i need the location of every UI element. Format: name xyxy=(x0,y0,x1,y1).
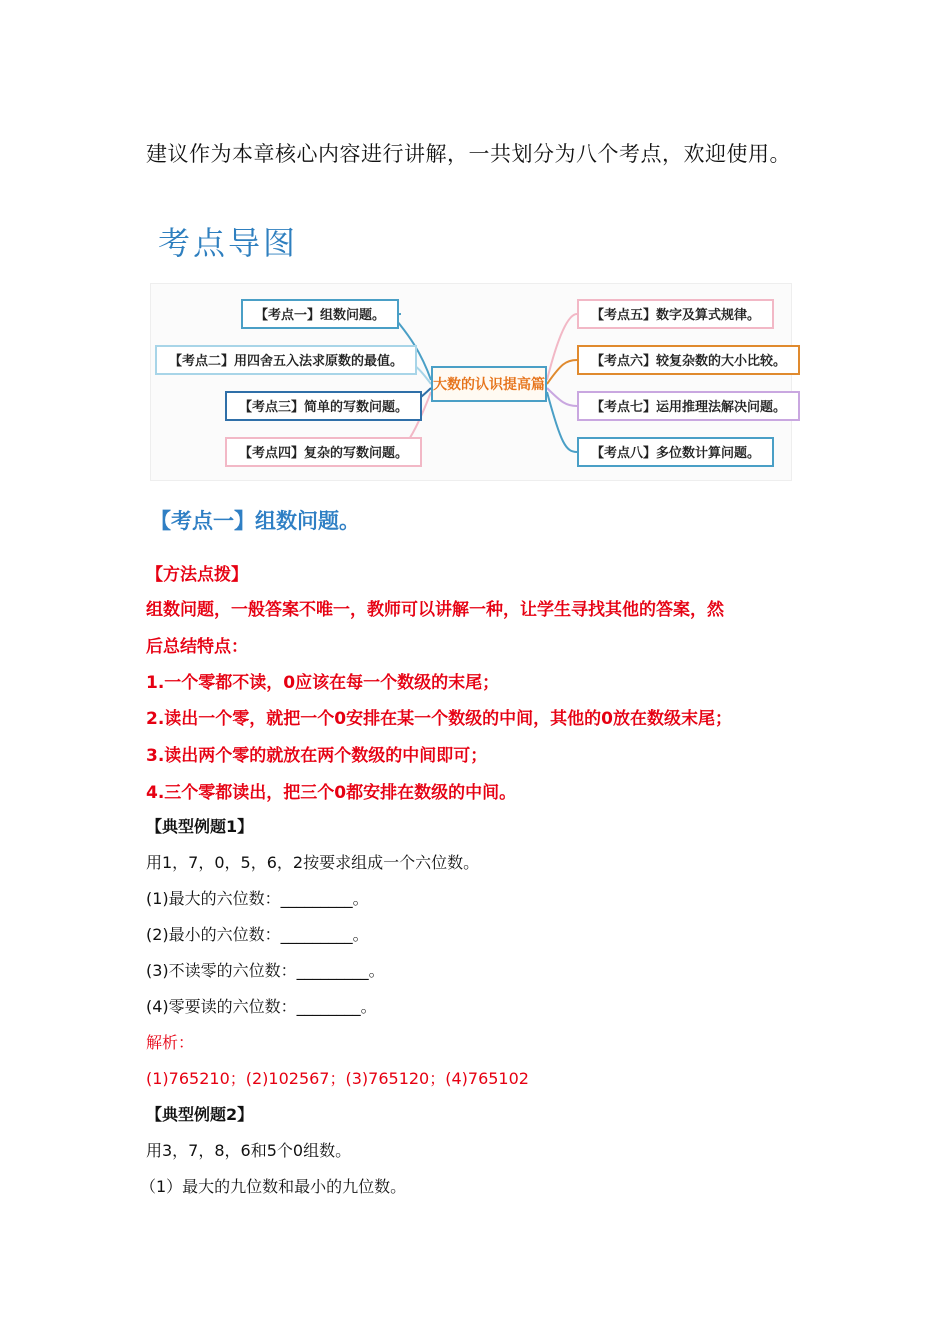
mind-map-node-7: 【考点七】运用推理法解决问题。 xyxy=(577,391,800,421)
mind-map-node-1: 【考点一】组数问题。 xyxy=(241,299,399,329)
mind-map xyxy=(150,283,792,481)
mind-map-node-4: 【考点四】复杂的写数问题。 xyxy=(225,437,422,467)
connector-7 xyxy=(547,388,577,406)
example1-answer: (1)765210；(2)102567；(3)765120；(4)765102 xyxy=(146,1069,529,1088)
example1-item-2: (2)最小的六位数：_________。 xyxy=(146,925,369,944)
example2-heading: 【典型例题2】 xyxy=(146,1105,254,1124)
example1-item-3: (3)不读零的六位数：_________。 xyxy=(146,961,385,980)
method-line-1: 组数问题，一般答案不唯一，教师可以讲解一种，让学生寻找其他的答案，然 xyxy=(146,600,724,620)
example1-analysis-label: 解析： xyxy=(146,1033,195,1052)
section-title: 【考点一】组数问题。 xyxy=(150,509,360,533)
method-heading: 【方法点拨】 xyxy=(146,565,248,585)
method-point-2: 2.读出一个零，就把一个0安排在某一个数级的中间，其他的0放在数级末尾； xyxy=(146,709,732,729)
mind-map-node-3: 【考点三】简单的写数问题。 xyxy=(225,391,422,421)
mind-map-node-2: 【考点二】用四舍五入法求原数的最值。 xyxy=(155,345,417,375)
example1-question: 用1，7，0，5，6，2按要求组成一个六位数。 xyxy=(146,853,480,872)
method-point-3: 3.读出两个零的就放在两个数级的中间即可； xyxy=(146,746,488,766)
mind-map-node-5: 【考点五】数字及算式规律。 xyxy=(577,299,774,329)
example2-item-1: （1）最大的九位数和最小的九位数。 xyxy=(140,1177,407,1196)
mind-map-center: 大数的认识提高篇 xyxy=(431,366,547,402)
example2-question: 用3，7，8，6和5个0组数。 xyxy=(146,1141,352,1160)
mind-map-node-6: 【考点六】较复杂数的大小比较。 xyxy=(577,345,800,375)
example1-item-4: (4)零要读的六位数：________。 xyxy=(146,997,377,1016)
example1-item-1: (1)最大的六位数：_________。 xyxy=(146,889,369,908)
connector-5 xyxy=(547,314,577,380)
mind-map-node-8: 【考点八】多位数计算问题。 xyxy=(577,437,774,467)
example1-heading: 【典型例题1】 xyxy=(146,817,254,836)
method-point-4: 4.三个零都读出，把三个0都安排在数级的中间。 xyxy=(146,783,517,803)
intro-text: 建议作为本章核心内容进行讲解，一共划分为八个考点，欢迎使用。 xyxy=(146,142,791,166)
method-line-2: 后总结特点： xyxy=(146,637,248,657)
map-title: 考点导图 xyxy=(158,224,299,262)
method-point-1: 1.一个零都不读，0应该在每一个数级的末尾； xyxy=(146,673,500,693)
